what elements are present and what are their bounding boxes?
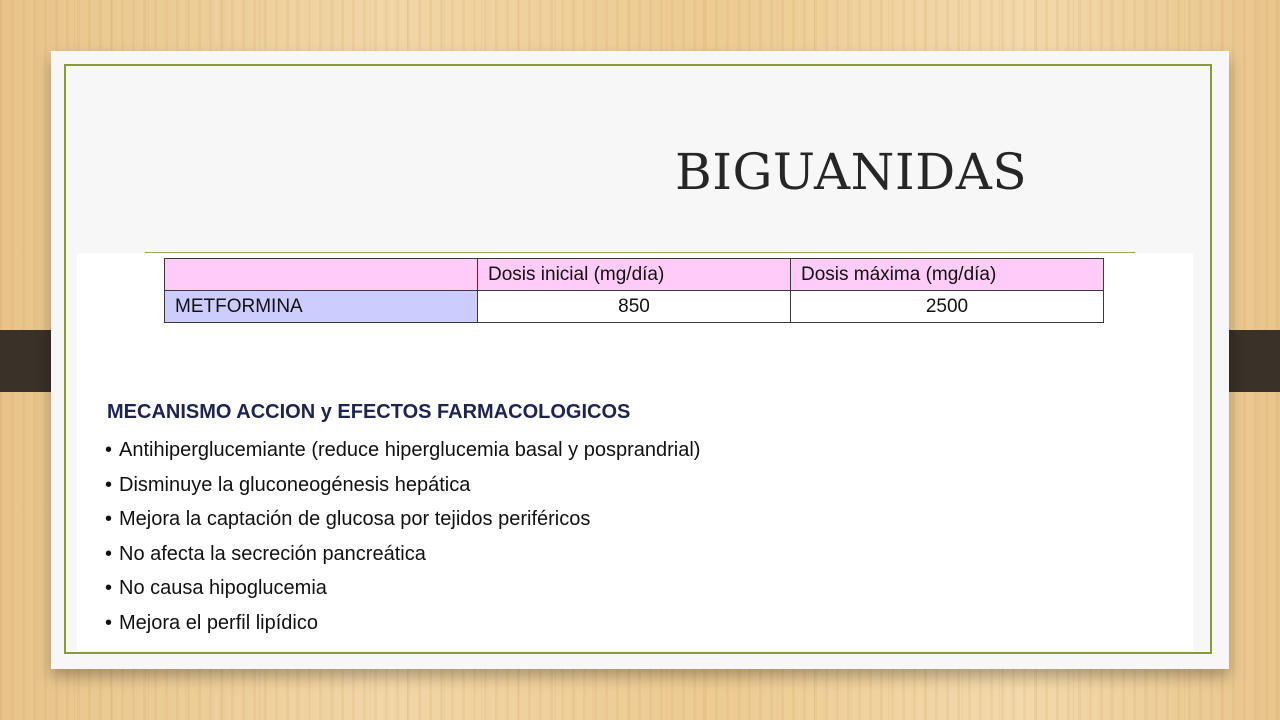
- mechanism-heading: MECANISMO ACCION y EFECTOS FARMACOLOGICOS: [107, 401, 631, 423]
- slide-title: BIGUANIDAS: [675, 143, 1028, 201]
- list-item-text: No causa hipoglucemia: [119, 577, 327, 600]
- bullet-glyph: •: [105, 439, 113, 461]
- table-header-row: [165, 259, 1104, 291]
- list-item: [105, 437, 700, 472]
- table-header-cell: Dosis inicial (mg/día): [478, 259, 791, 291]
- dose-table: [164, 258, 1104, 323]
- list-item-text: Mejora la captación de glucosa por tejidos periféricos: [119, 508, 591, 531]
- list-item-text: Mejora el perfil lipídico: [119, 611, 318, 634]
- table-header-cell: Dosis máxima (mg/día): [791, 259, 1104, 291]
- initial-dose-cell: 850: [478, 291, 791, 323]
- list-item: [105, 575, 700, 610]
- max-dose-cell: 2500: [791, 291, 1104, 323]
- table-row: [165, 291, 1104, 323]
- list-item-text: No afecta la secreción pancreática: [119, 542, 426, 565]
- list-item: [105, 610, 700, 645]
- content-image: [77, 253, 1193, 651]
- bullet-glyph: •: [105, 508, 113, 531]
- drug-name-cell: METFORMINA: [165, 291, 478, 323]
- slide: [51, 51, 1229, 669]
- right-decor-tab: [1220, 330, 1280, 392]
- list-item: [105, 541, 700, 576]
- list-item: [105, 472, 700, 507]
- bullet-glyph: •: [105, 542, 113, 565]
- bullet-glyph: •: [105, 611, 113, 634]
- mechanism-list: [105, 437, 700, 645]
- list-item-text: Antihiperglucemiante (reduce hiperglucemia basal y posprandrial): [119, 439, 701, 461]
- bullet-glyph: •: [105, 473, 113, 496]
- list-item: [105, 506, 700, 541]
- list-item-text: Disminuye la gluconeogénesis hepática: [119, 473, 471, 496]
- table-header-cell: [165, 259, 478, 291]
- bullet-glyph: •: [105, 577, 113, 600]
